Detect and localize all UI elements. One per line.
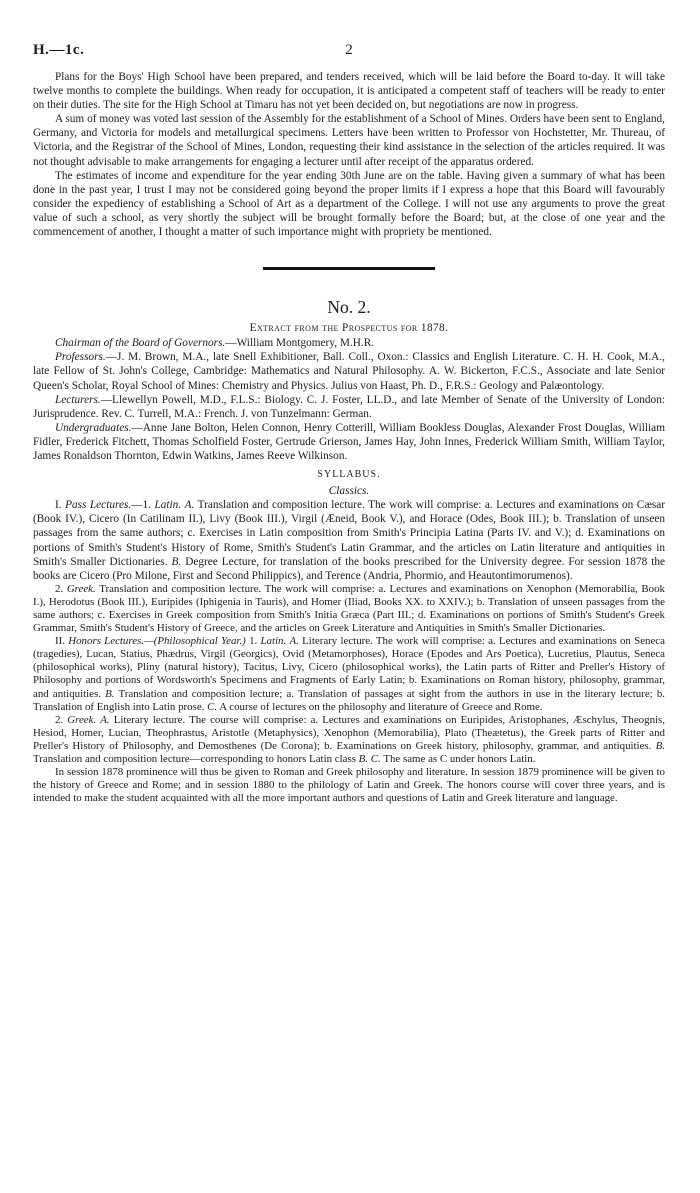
greek-text: Translation and composition lecture. The work will comprise: a. Lectures and examinations on Xenophon (Memorabilia, Book I.), Herodotus (Book III.), Euripides (Iphigenia in Tauris), and Homer (Iliad, Books XX. to XXIV.); b. Translation of unseen passages from the same authors; c. Exercises in Greek composition from Smith's Initia Græca (Part III.; d. Examinations on portions of Smith's Student's Greek Grammar, Smith's Student's History of Greece, and the articles on Greek Literature and Antiquities in Smith's Smaller Dictionaries. [33, 582, 666, 635]
honors-greek-a-label: A. [100, 713, 110, 726]
chairman-entry [33, 336, 665, 350]
greek-number: 2. [55, 582, 64, 595]
lecturers-label: Lecturers. [55, 393, 101, 406]
latin-a-label: A. [184, 499, 195, 512]
pass-latin-a [33, 498, 665, 583]
page-header [33, 42, 665, 70]
honors-label: Honors Lectures. [68, 635, 145, 648]
paragraph-school-of-mines: A sum of money was voted last session of the Assembly for the establishment of a School of Mines. Orders have been sent to England, Germany, and Victoria for models and metallurgical specimens. Letters have been written to Professor von Hochstetter, Mr. Thureau, of Victoria, and the Registrar of the School of Mines, London, requesting their kind assistance in the selection of the articles required. It was not thought advisable to make arrangements for engaging a lecturer until after receipt of the apparatus ordered. [33, 113, 665, 168]
syllabus-subtitle: Classics. [328, 485, 370, 498]
honors-year: —(Philosophical Year.) [144, 635, 246, 648]
latin-b-label: B. [171, 555, 182, 568]
honors-greek-b-label: B. [655, 739, 665, 752]
chairman-text: —William Montgomery, M.H.R. [225, 337, 375, 350]
chairman-label: Chairman of the Board of Governors. [55, 337, 226, 350]
honors-latin-label: Latin. [260, 635, 287, 648]
latin-b-text: Degree Lecture, for translation of the books prescribed for the University degree. For session 1878 the books are Cicero (Pro Milone, First and Second Philippics), and Terence (Andria, Phormio, and Heautontimorumenos). [33, 555, 666, 582]
honors-greek-b-text: Translation and composition lecture—corresponding to honors Latin class [33, 753, 356, 766]
honors-greek-c-text: The same as C under honors Latin. [383, 753, 536, 766]
honors-latin-a-label: A. [289, 635, 299, 648]
honors-latin-c-text: A course of lectures on the philosophy and literature of Greece and Rome. [219, 700, 543, 713]
honors-greek-label: Greek. [67, 713, 97, 726]
section-divider [263, 267, 435, 270]
professors-label: Professors. [55, 351, 106, 364]
honors-greek-b-end: B. [358, 753, 369, 766]
pass-label: Pass Lectures. [65, 499, 132, 512]
section-heading: Extract from the Prospectus for 1878. [249, 322, 449, 335]
lecturers-entry [33, 393, 665, 421]
honors-greek-a-text: Literary lecture. The course will comprise: a. Lectures and examinations on Euripides, Aristophanes, Æschylus, Theognis, Hesiod, Homer, Lucian, Theophrastus, Aristotle (Metaphysics), Xenophon (Memorabilia), Plato (Theætetus), the Greek parts of Ritter and Preller's History of Philosophy, and Demosthenes (De Corona); b. Examinations on Greek history, philosophy, grammar, and antiquities. [33, 713, 666, 752]
paragraph-estimates: The estimates of income and expenditure for the year ending 30th June are on the table. Having given a summary of what has been done in the past year, I trust I may not be considered going beyond the proper limits if I express a hope that this Board will favourably consider the expediency of establishing a School of Art as a department of the College. I will not use any arguments to prove the great value of such a school, as very shortly the subject will be brought formally before the Board; but, at the close of one year and the commencement of another, I thought a matter of such importance might with propriety be mentioned. [33, 169, 665, 239]
latin-label: Latin. [154, 499, 182, 512]
professors-text: —J. M. Brown, M.A., late Snell Exhibitioner, Ball. Coll., Oxon.: Classics and English Literature. C. H. H. Cook, M.A., late Fellow of St. John's College, Cambridge: Mathematics and Natural Philosophy. A. W. Bickerton, F.C.S., Associate and late Senior Queen's Scholar, Royal School of Mines: Chemistry and Physics. Julius von Haast, Ph. D., F.R.S.: Geology and Palæontology. [33, 351, 665, 392]
latin-a-text: Translation and composition lecture. The work will comprise: a. Lectures and examinations on Cæsar (Book IV.), Cicero (In Catilinam II.), Livy (Book III.), Virgil (Æneid, Book V.), and Horace (Odes, Book III.); b. Translation of unseen passages from the same authors; c. Exercises in Latin composition from Smith's Principia Latina (Parts IV. and V.); d. Examinations on portions of Smith's Student's History of Rome, Smith's Student's Latin Grammar, and the articles on Latin literature and antiquities in Smith's Smaller Dictionaries. [33, 499, 666, 568]
honors-latin-b-label: B. [105, 687, 115, 700]
honors-greek-number: 2. [55, 713, 64, 726]
honors-latin-a-text: Literary lecture. The work will comprise: a. Lectures and examinations on Seneca (tragedies), Lucan, Statius, Phædrus, Virgil (Georgics), Ovid (Metamorphoses), Horace (Epodes and Ars Poetica), Lucretius, Plautus, Seneca (philosophical works), Pliny (natural history), Tacitus, Livy, Cicero (philosophical works), the Latin parts of Ritter and Preller's History of Philosophy and portions of Wordsworth's Specimens and Fragments of Early Latin; b. Examinations on Roman history, philosophy, grammar, and antiquities. [33, 635, 665, 700]
document-code: H.—1c. [33, 42, 85, 58]
page-number: 2 [345, 42, 353, 58]
pass-greek [33, 583, 665, 635]
undergraduates-text: —Anne Jane Bolton, Helen Connon, Henry Cotterill, William Bookless Douglas, Alexander Frost Douglas, William Fidler, Frederick Fitchett, Thomas Scholfield Foster, Gertrude Grierson, James Hay, John Innes, Frederick William Smith, William Taylor, James Ronaldson Thornton, Edwin Watkins, James Reeve Wilkinson. [33, 421, 665, 462]
paragraph-high-school: Plans for the Boys' High School have been prepared, and tenders received, which will be laid before the Board to-day. It will take twelve months to complete the buildings. When ready for occupation, it is anticipated a competent staff of teachers will be ready to enter on their duties. The site for the High School at Timaru has not yet been decided on, but negotiations are now in progress. [33, 71, 665, 112]
closing-paragraph: In session 1878 prominence will thus be given to Roman and Greek philosophy and literature. In session 1879 prominence will be given to the history of Greece and Rome; and in session 1880 to the philology of Latin and Greek. The honors course will cover three years, and is intended to make the student acquainted with all the more important authors and questions of Latin and Greek literature and language. [33, 766, 665, 805]
honors-latin-b-text: Translation and composition lecture; a. Translation of passages at sight from the authors in use in the literary lecture; b. Translation of English into Latin prose. [33, 687, 665, 713]
greek-label: Greek. [66, 582, 96, 595]
lecturers-text: —Llewellyn Powell, M.D., F.L.S.: Biology. C. J. Foster, LL.D., and late Member of Senate of the University of London: Jurisprudence. Rev. C. Turrell, M.A.: French. J. von Tunzelmann: German. [33, 393, 665, 420]
honors-latin-c-label: C. [207, 700, 218, 713]
honors-greek-c-label: C. [370, 753, 381, 766]
honors-lead: II. [55, 635, 65, 648]
honors-greek [33, 714, 665, 766]
professors-entry [33, 350, 665, 392]
section-number: No. 2. [327, 297, 371, 318]
pass-lead: I. [55, 499, 62, 512]
honors-latin-number: 1. [249, 635, 258, 648]
pass-number: —1. [131, 499, 151, 512]
undergraduates-label: Undergraduates. [55, 421, 132, 434]
honors-latin [33, 635, 665, 714]
syllabus-title: SYLLABUS. [317, 469, 381, 481]
undergraduates-entry [33, 421, 665, 463]
